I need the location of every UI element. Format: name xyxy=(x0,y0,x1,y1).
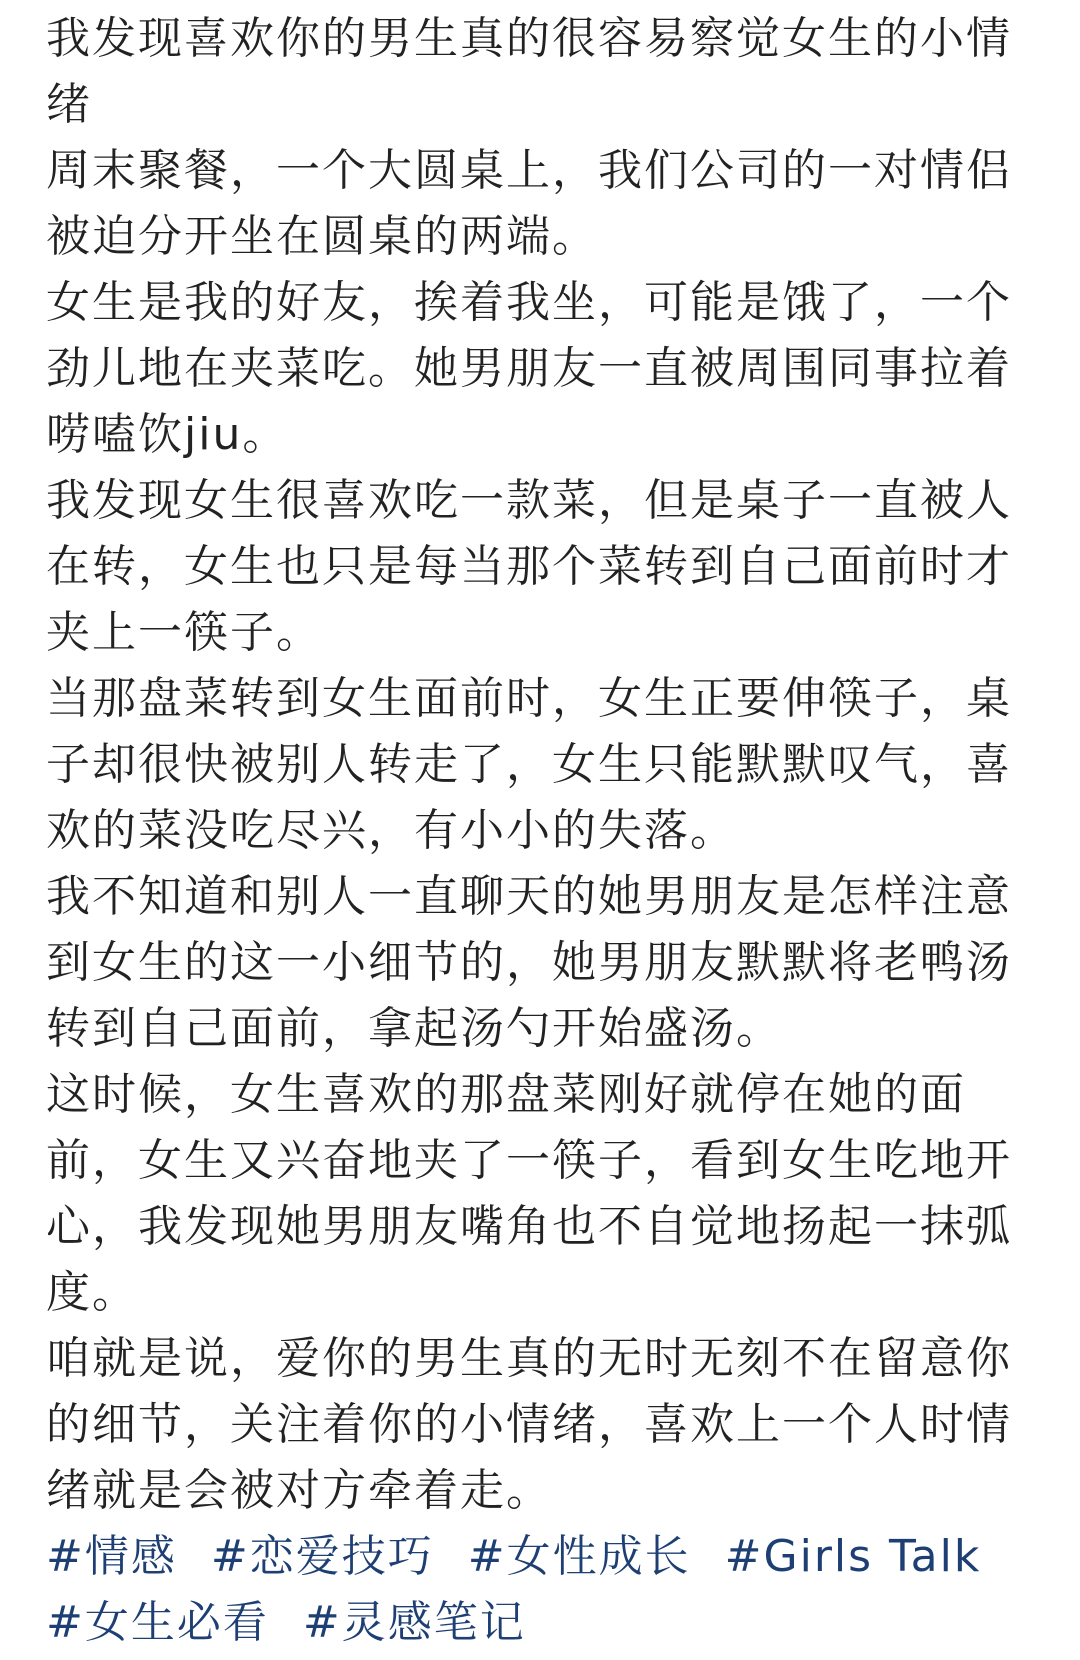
paragraph-6: 这时候，女生喜欢的那盘菜刚好就停在她的面前，女生又兴奋地夹了一筷子，看到女生吃地开心，我发现她男朋友嘴角也不自觉地扬起一抹弧度。 xyxy=(46,1069,1012,1318)
paragraph-4: 当那盘菜转到女生面前时，女生正要伸筷子，桌子却很快被别人转走了，女生只能默默叹气，喜欢的菜没吃尽兴，有小小的失落。 xyxy=(46,673,1012,856)
hashtag-must-read[interactable]: #女生必看 xyxy=(46,1597,269,1648)
post-title: 我发现喜欢你的男生真的很容易察觉女生的小情绪 xyxy=(46,13,1012,130)
hashtag-girls-talk[interactable]: #Girls Talk xyxy=(724,1531,982,1582)
hashtag-women-growth[interactable]: #女性成长 xyxy=(467,1531,691,1582)
paragraph-1: 周末聚餐，一个大圆桌上，我们公司的一对情侣被迫分开坐在圆桌的两端。 xyxy=(46,145,1012,262)
paragraph-2: 女生是我的好友，挨着我坐，可能是饿了，一个劲儿地在夹菜吃。她男朋友一直被周围同事拉着唠嗑饮jiu。 xyxy=(46,277,1012,460)
paragraph-5: 我不知道和别人一直聊天的她男朋友是怎样注意到女生的这一小细节的，她男朋友默默将老鸭汤转到自己面前，拿起汤勺开始盛汤。 xyxy=(46,871,1012,1054)
hashtag-list xyxy=(46,1524,1020,1656)
hashtag-emotion[interactable]: #情感 xyxy=(46,1531,177,1582)
hashtag-dating-tips[interactable]: #恋爱技巧 xyxy=(210,1531,434,1582)
paragraph-7: 咱就是说，爱你的男生真的无时无刻不在留意你的细节，关注着你的小情绪，喜欢上一个人时情绪就是会被对方牵着走。 xyxy=(46,1333,1012,1516)
hashtag-inspiration-notes[interactable]: #灵感笔记 xyxy=(302,1597,526,1648)
paragraph-3: 我发现女生很喜欢吃一款菜，但是桌子一直被人在转，女生也只是每当那个菜转到自己面前时才夹上一筷子。 xyxy=(46,475,1012,658)
